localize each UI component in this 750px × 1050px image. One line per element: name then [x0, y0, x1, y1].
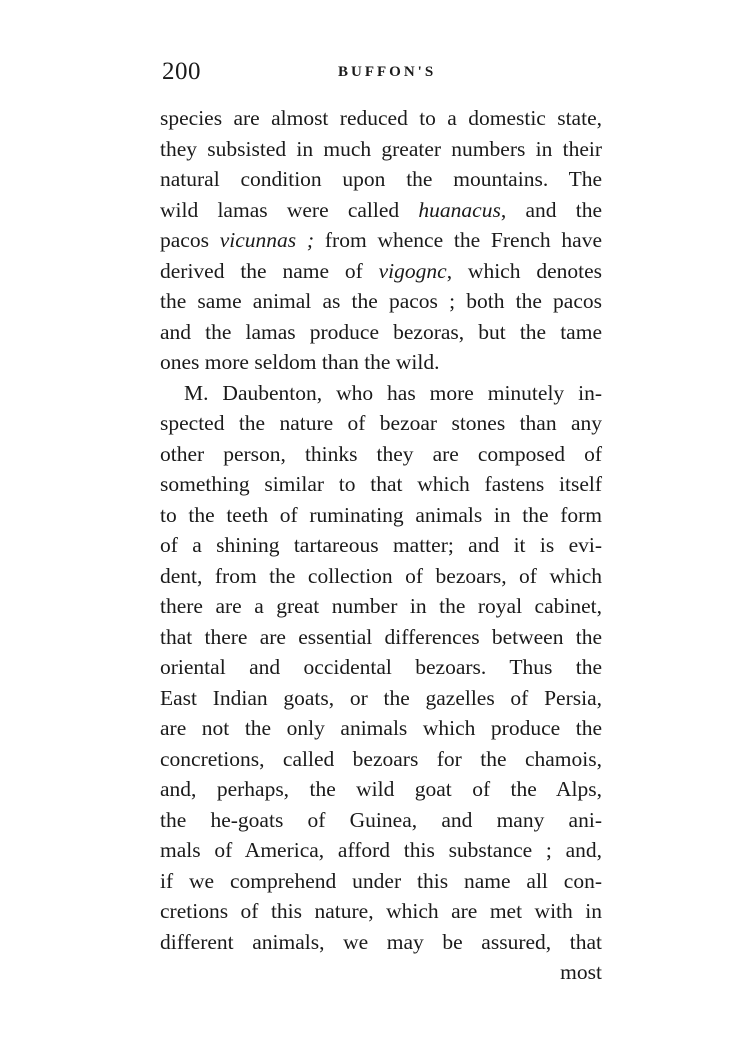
- text-line: East Indian goats, or the gazelles of Persia,: [160, 685, 602, 710]
- line-text: from whence the French have: [314, 228, 602, 252]
- text-line: [160, 225, 602, 256]
- text-line: different animals, we may be assured, that: [160, 929, 602, 954]
- text-line: and, perhaps, the wild goat of the Alps,: [160, 777, 602, 801]
- text-line: the same animal as the pacos ; both the pacos: [160, 289, 602, 313]
- text-line: concretions, called bezoars for the chamois,: [160, 746, 602, 771]
- text-line: [160, 256, 602, 287]
- text-line: mals of America, afford this substance ; and,: [160, 838, 602, 862]
- text-line: they subsisted in much greater numbers in their: [160, 136, 602, 161]
- text-line: if we comprehend under this name all con-: [160, 868, 602, 893]
- text-line: oriental and occidental bezoars. Thus the: [160, 655, 602, 679]
- paragraph-2: [160, 378, 602, 958]
- line-text: , which denotes: [446, 258, 603, 283]
- text-line: are not the only animals which produce the: [160, 716, 602, 740]
- text-line: other person, thinks they are composed of: [160, 441, 602, 466]
- paragraph-1: [160, 103, 602, 378]
- line-text: pacos: [160, 228, 220, 252]
- text-line: there are a great number in the royal cabinet,: [160, 594, 602, 618]
- text-line: species are almost reduced to a domestic state,: [160, 106, 602, 130]
- text-line: cretions of this nature, which are met with in: [160, 899, 602, 923]
- text-line: spected the nature of bezoar stones than any: [160, 411, 602, 435]
- line-text: , and the: [500, 197, 602, 222]
- page-number: 200: [162, 58, 201, 85]
- catchword: most: [560, 960, 602, 984]
- text-line: [160, 195, 602, 226]
- italic-term: vicunnas ;: [219, 228, 315, 252]
- body-text: [160, 103, 602, 988]
- text-line: ones more seldom than the wild.: [160, 350, 440, 374]
- text-line: and the lamas produce bezoras, but the tame: [160, 319, 602, 344]
- line-text: wild lamas were called: [160, 197, 419, 222]
- text-line: of a shining tartareous matter; and it is evi-: [160, 533, 602, 557]
- text-line: natural condition upon the mountains. The: [160, 167, 602, 191]
- running-head: [160, 58, 600, 90]
- text-line: dent, from the collection of bezoars, of which: [160, 563, 602, 588]
- italic-term: huanacus: [418, 197, 501, 222]
- text-line: that there are essential differences between the: [160, 624, 602, 649]
- text-line: to the teeth of ruminating animals in the form: [160, 502, 602, 527]
- text-line: M. Daubenton, who has more minutely in-: [184, 380, 602, 405]
- line-text: derived the name of: [160, 258, 379, 283]
- running-title: BUFFON'S: [338, 64, 437, 80]
- text-line: the he-goats of Guinea, and many ani-: [160, 807, 602, 832]
- text-line: something similar to that which fastens itself: [160, 472, 602, 496]
- italic-term: vigognc: [378, 258, 447, 283]
